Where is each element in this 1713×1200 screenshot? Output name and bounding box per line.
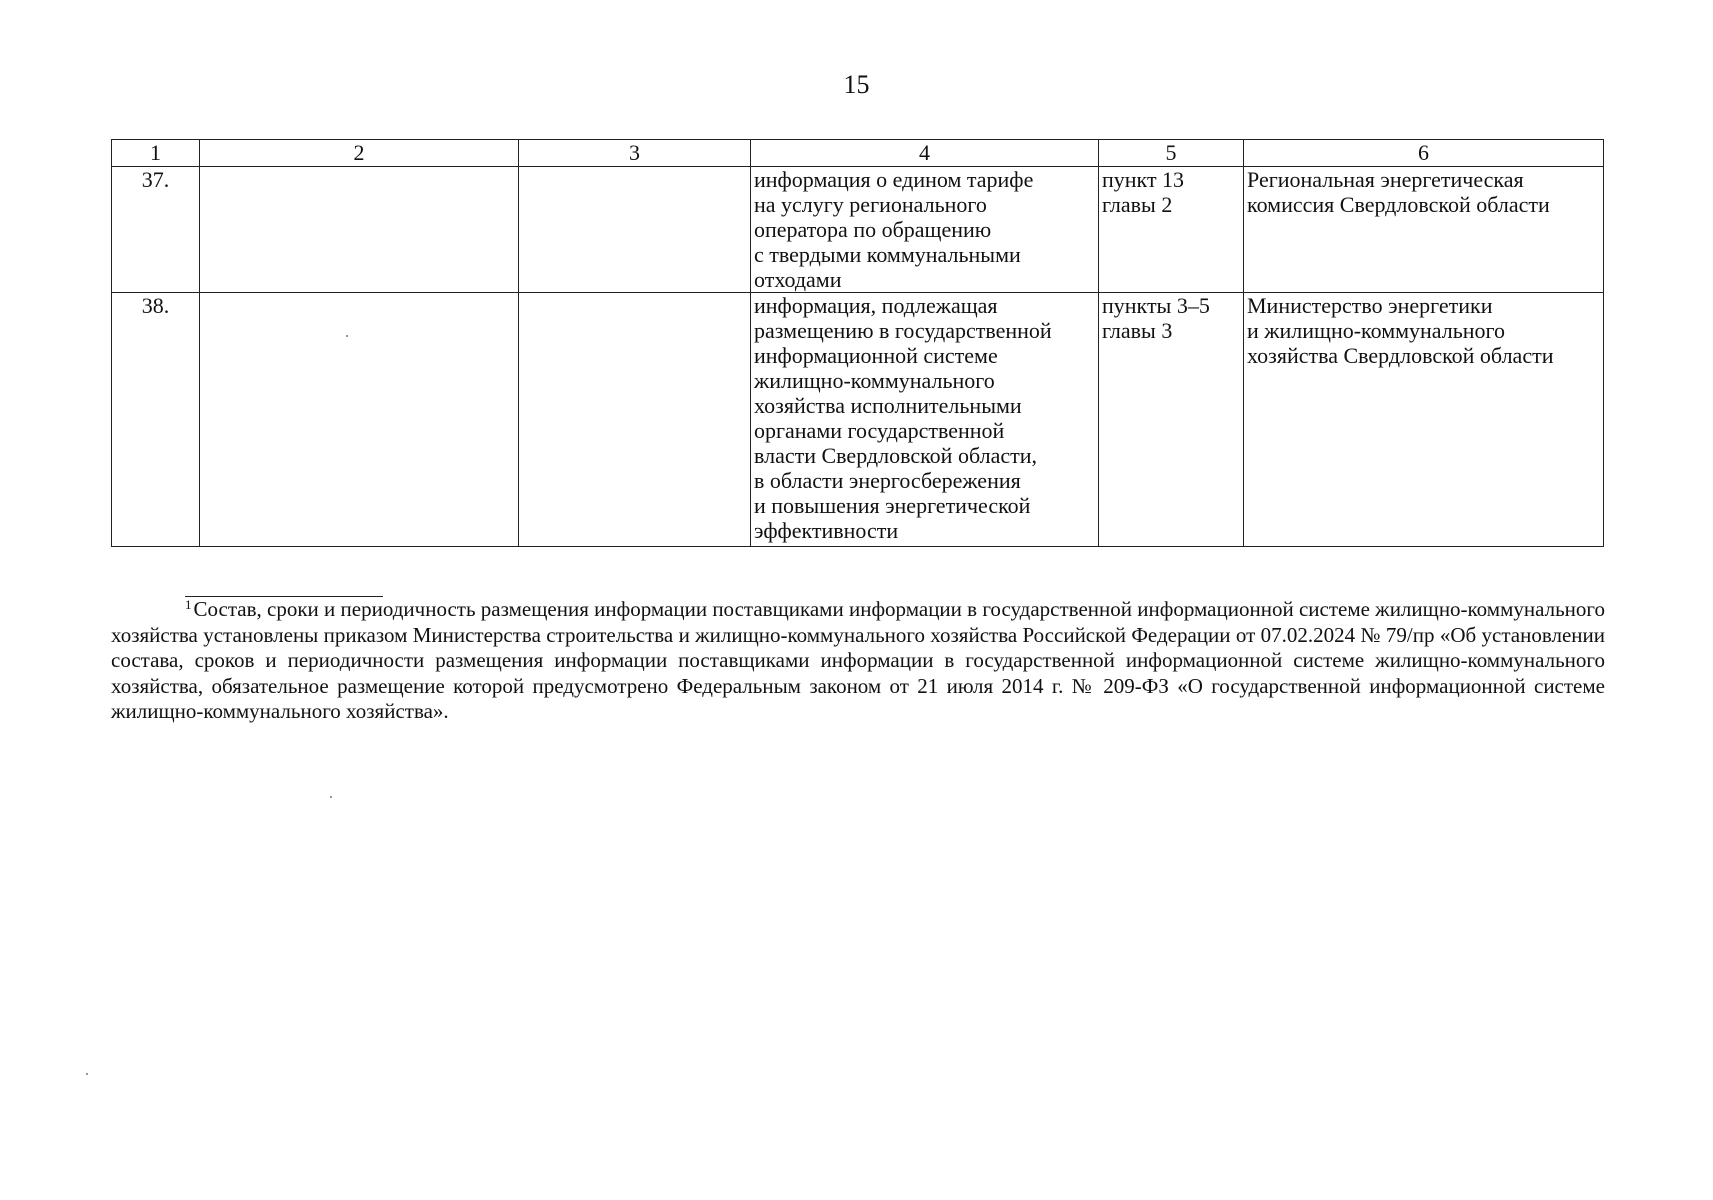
table-row: [112, 167, 1604, 293]
cell-col2: [200, 167, 519, 293]
row-number-cell: 37.: [112, 167, 200, 293]
footnote-marker: 1: [185, 597, 192, 612]
header-cell-1: 1: [112, 140, 200, 167]
page-number: 15: [843, 70, 870, 99]
table-header-row: [112, 140, 1604, 167]
table-row: [112, 293, 1604, 547]
row-number-cell: 38.: [112, 293, 200, 547]
cell-col3: [519, 167, 751, 293]
footnote-text: Состав, сроки и периодичность размещения информации поставщиками информации в государственной информационной системе жилищно-коммунального хозяйства установлены приказом Министерства строительства и жилищно-коммунального хозяйства Российской Федерации от 07.02.2024 № 79/пр «Об установлении состава, сроков и периодичности размещения информации поставщиками информации в государственной информационной системе жилищно-коммунального хозяйства, обязательное размещение которой предусмотрено Федеральным законом от 21 июля 2014 г. № 209-ФЗ «О государственной информационной системе жилищно-коммунального хозяйства».: [111, 597, 1605, 723]
cell-clause: пункты 3–5 главы 3: [1099, 293, 1244, 547]
header-cell-5: 5: [1099, 140, 1244, 167]
cell-col2: [200, 293, 519, 547]
cell-information: информация о едином тарифе на услугу регионального оператора по обращению с твердыми коммунальными отходами: [751, 167, 1099, 293]
header-cell-4: 4: [751, 140, 1099, 167]
header-cell-6: 6: [1244, 140, 1604, 167]
cell-responsible-body: Министерство энергетики и жилищно-коммунального хозяйства Свердловской области: [1244, 293, 1604, 547]
document-table-container: [111, 139, 1603, 547]
cell-col3: [519, 293, 751, 547]
cell-clause: пункт 13 главы 2: [1099, 167, 1244, 293]
scan-speck: [86, 1073, 88, 1075]
scan-speck: [346, 335, 348, 337]
footnote: [111, 597, 1605, 725]
cell-information: информация, подлежащая размещению в государственной информационной системе жилищно-коммунального хозяйства исполнительными органами государственной власти Свердловской области, в области энергосбережения и повышения энергетической эффективности: [751, 293, 1099, 547]
header-cell-2: 2: [200, 140, 519, 167]
scan-speck: [330, 796, 332, 798]
cell-responsible-body: Региональная энергетическая комиссия Свердловской области: [1244, 167, 1604, 293]
document-table: [111, 139, 1604, 547]
header-cell-3: 3: [519, 140, 751, 167]
